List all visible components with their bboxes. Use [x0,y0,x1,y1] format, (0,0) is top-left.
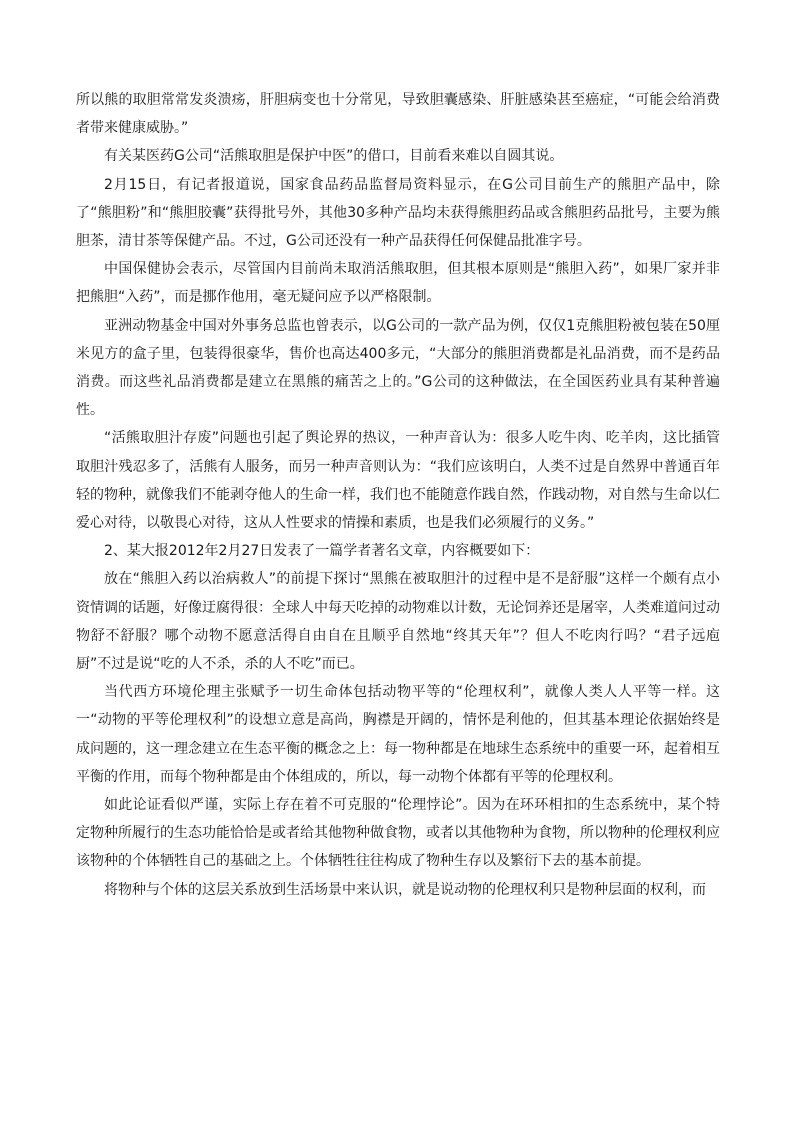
paragraph-8: 当代西方环境伦理主张赋予一切生命体包括动物平等的“伦理权利”，就像人类人人平等一样。这一“动物的平等伦理权利”的设想立意是高尚，胸襟是开阔的，情怀是利他的，但其基本理论依据始终是成问题的，这一理念建立在生态平衡的概念之上：每一物种都是在地球生态系统中的重要一环，起着相互平衡的作用，而每个物种都是由个体组成的，所以，每一动物个体都有平等的伦理权利。 [76,684,720,785]
paragraph-3: 2月15日，有记者报道说，国家食品药品监督局资料显示，在G公司目前生产的熊胆产品中，除了“熊胆粉”和“熊胆胶囊”获得批号外，其他30多种产品均未获得熊胆药品或含熊胆药品批号，主要为熊胆茶，清甘茶等保健产品。不过，G公司还没有一种产品获得任何保健品批准字号。 [76,176,720,250]
paragraph-7: 放在“熊胆入药以治病救人”的前提下探讨“黑熊在被取胆汁的过程中是不是舒服”这样一个颇有点小资情调的话题，好像迂腐得很：全球人中每天吃掉的动物难以计数，无论饲养还是屠宰，人类难道问过动物舒不舒服？哪个动物不愿意活得自由自在且顺乎自然地“终其天年”？但人不吃肉行吗？“君子远庖厨”不过是说“吃的人不杀，杀的人不吃”而已。 [76,571,720,673]
paragraph-2: 有关某医药G公司“活熊取胆是保护中医”的借口，目前看来难以自圆其说。 [104,148,564,165]
document-body [76,86,720,904]
paragraph-9: 如此论证看似严谨，实际上存在着不可克服的“伦理悖论”。因为在环环相扣的生态系统中，某个特定物种所履行的生态功能恰恰是或者给其他物种做食物，或者以其他物种为食物，所以物种的伦理权利应该物种的个体牺牲自己的基础之上。个体牺牲往往构成了物种生存以及繁衍下去的基本前提。 [76,797,720,870]
paragraph-10: 将物种与个体的这层关系放到生活场景中来认识，就是说动物的伦理权利只是物种层面的权利，而 [104,881,706,898]
paragraph-1: 所以熊的取胆常常发炎溃疡，肝胆病变也十分常见，导致胆囊感染、肝脏感染甚至癌症，“可能会给消费者带来健康威胁。” [76,92,720,137]
paragraph-5: 亚洲动物基金中国对外事务总监也曾表示，以G公司的一款产品为例，仅仅1克熊胆粉被包装在50厘米见方的盒子里，包装得很豪华，售价也高达400多元，“大部分的熊胆消费都是礼品消费，而不是药品消费。而这些礼品消费都是建立在黑熊的痛苦之上的。”G公司的这种做法，在全国医药业具有某种普遍性。 [76,317,720,419]
paragraph-6: “活熊取胆汁存废”问题也引起了舆论界的热议，一种声音认为：很多人吃牛肉、吃羊肉，这比插管取胆汁残忍多了，活熊有人服务，而另一种声音则认为：“我们应该明白，人类不过是自然界中普通百年轻的物种，就像我们不能剥夺他人的生命一样，我们也不能随意作践自然，作践动物，对自然与生命以仁爱心对待，以敬畏心对待，这从人性要求的情操和素质，也是我们必须履行的义务。” [76,430,720,532]
section-heading: 2、某大报2012年2月27日发表了一篇学者著名文章，内容概要如下： [104,543,540,560]
paragraph-4: 中国保健协会表示，尽管国内目前尚未取消活熊取胆，但其根本原则是“熊胆入药”，如果厂家并非把熊胆“入药”，而是挪作他用，毫无疑问应予以严格限制。 [76,261,720,306]
